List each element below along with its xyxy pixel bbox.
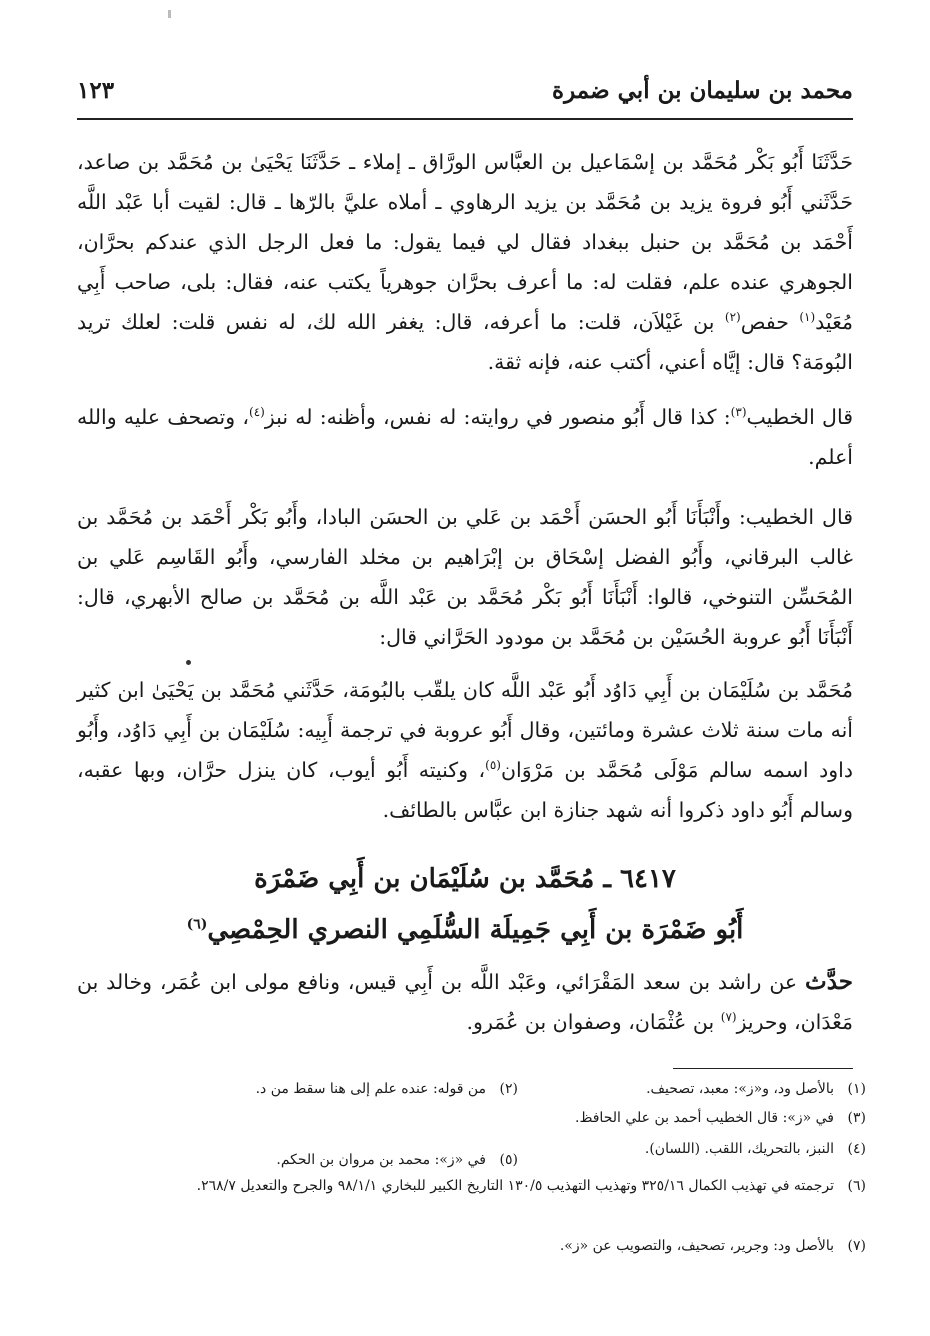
footnote-text: النبز، بالتحريك، اللقب. (اللسان). xyxy=(644,1141,834,1157)
entry-subheading xyxy=(77,915,853,945)
footnote-ref-1: (١) xyxy=(799,310,816,325)
page-header xyxy=(77,72,853,108)
footnote-text: من قوله: عنده علم إلى هنا سقط من د. xyxy=(255,1081,486,1097)
footnote-5 xyxy=(276,1150,518,1170)
header-rule xyxy=(77,118,853,120)
footnote-number: (٢) xyxy=(499,1081,518,1097)
footnote-number: (٥) xyxy=(499,1152,518,1168)
p2-text-c: ، وتصحف عليه والله أعلم. xyxy=(77,405,853,469)
footnote-1 xyxy=(646,1079,866,1099)
paragraph-3: قال الخطيب: وأَنْبَأَنَا أَبُو الحسَن أَحْمَد بن عَلي بن الحسَن البادا، وأَبُو بَكْر أَحْمَد بن مُحَمَّد بن غالب البرقاني، وأَبُو الفضل إسْحَاق بن إبْرَاهيم بن مخلد الفارسي، وأَبُو القَاسِم عَلي بن المُحَسِّن التنوخي، قالوا: أَنْبَأَنَا أَبُو بَكْر مُحَمَّد بن عَبْد اللَّه بن مُحَمَّد بن صالح الأبهري، قال: أَنْبَأَنَا أَبُو عروبة الحُسَيْن بن مُحَمَّد بن مودود الحَرَّاني قال: xyxy=(77,505,853,649)
footnote-number: (١) xyxy=(847,1081,866,1097)
footnote-number: (٣) xyxy=(847,1110,866,1126)
p2-text-a: قال الخطيب xyxy=(746,405,853,429)
subheading-text: أَبُو ضَمْرَة بن أَبِي جَمِيلَة السُّلَمِي النصري الحِمْصِي xyxy=(207,915,744,945)
paragraph-4 xyxy=(77,670,853,830)
page-number: ١٢٣ xyxy=(77,76,115,104)
entry-heading: ٦٤١٧ ـ مُحَمَّد بن سُلَيْمَان بن أَبِي ضَمْرَة xyxy=(254,864,676,894)
footnote-ref-7: (٧) xyxy=(720,1010,737,1025)
footnote-4 xyxy=(645,1139,866,1159)
footnote-text: في «ز»: قال الخطيب أحمد بن علي الحافظ. xyxy=(575,1110,834,1126)
footnote-text: بالأصل ود، و«ز»: معبد، تصحيف. xyxy=(646,1081,834,1097)
footnote-2 xyxy=(256,1079,518,1099)
footnote-rule xyxy=(673,1068,853,1069)
footnote-ref-6: (٦) xyxy=(186,916,208,933)
footnote-text: ترجمته في تهذيب الكمال ٣٢٥/١٦ وتهذيب التهذيب ١٣٠/٥ التاريخ الكبير للبخاري ٩٨/١/١ والجرح والتعديل ٢٦٨/٧. xyxy=(196,1178,834,1194)
footnote-ref-5: (٥) xyxy=(485,758,501,773)
p1-text-b: حفص xyxy=(740,310,800,334)
running-title: محمد بن سليمان بن أبي ضمرة xyxy=(552,76,853,104)
footnote-text: بالأصل ود: وجرير، تصحيف، والتصويب عن «ز». xyxy=(559,1238,834,1254)
p1-text-c: بن غَيْلاَن، قلت: ما أعرفه، قال: يغفر الله لك، له نفس قلت: لعلك تريد البُومَة؟ قال: إيَّاه أعني، أكتب عنه، فإنه ثقة. xyxy=(77,310,853,374)
footnote-6 xyxy=(60,1176,866,1196)
footnote-ref-2: (٢) xyxy=(724,310,741,325)
p1-text-a: حَدَّثَنَا أَبُو بَكْر مُحَمَّد بن إسْمَاعيل بن العبَّاس الورَّاق ـ إملاء ـ حَدَّثَنَا يَحْيَىٰ بن مُحَمَّد بن صاعد، حَدَّثَني أَبُو فروة يزيد بن مُحَمَّد بن يزيد الرهاوي ـ أملاه عليَّ بالرّها ـ قال: لقيت أبا عَبْد اللَّه أَحْمَد بن مُحَمَّد بن حنبل ببغداد فقال لي فيما يقول: ما فعل الرجل الذي عندكم بحرَّان، الجوهري عنده علم، فقلت له: ما أعرف بحرَّان جوهرياً يكتب عنه، فقال: بلى، صاحب أَبِي مُعَيْد xyxy=(77,150,853,334)
footnote-number: (٧) xyxy=(847,1238,866,1254)
footnote-3 xyxy=(575,1108,866,1128)
footnote-number: (٦) xyxy=(847,1178,866,1194)
footnote-number: (٤) xyxy=(847,1141,866,1157)
p5-lead-word: حدَّث xyxy=(805,968,853,995)
paragraph-1 xyxy=(77,142,853,382)
footnote-ref-3: (٣) xyxy=(730,405,747,420)
paragraph-5 xyxy=(77,962,853,1042)
p2-text-b: : كذا قال أَبُو منصور في روايته: له نفس، وأظنه: له نبز xyxy=(264,405,731,429)
p5-text-a: عن راشد بن سعد المَقْرَائي، وعَبْد اللَّه بن أَبِي قيس، ونافع مولى ابن عُمَر، وخالد بن مَعْدَان، وحريز xyxy=(77,970,853,1034)
p5-text-b: بن عُثْمَان، وصفوان بن عُمَرو. xyxy=(466,1010,721,1034)
p4-text-a: مُحَمَّد بن سُلَيْمَان بن أَبِي دَاوُد أَبُو عَبْد اللَّه كان يلقّب بالبُومَة، حَدَّثَني مُحَمَّد بن يَحْيَىٰ ابن كثير أنه مات سنة ثلاث عشرة ومائتين، وقال أَبُو عروبة في ترجمة أَبِيه: سُلَيْمَان بن أَبِي دَاوُد، وأَبُو داود اسمه سالم مَوْلَى مُحَمَّد بن مَرْوَان xyxy=(77,678,853,782)
scan-mark xyxy=(168,10,171,18)
footnote-ref-4: (٤) xyxy=(249,405,265,420)
footnote-text: في «ز»: محمد بن مروان بن الحكم. xyxy=(276,1152,486,1168)
ink-dot xyxy=(186,660,191,665)
p4-text-b: ، وكنيته أَبُو أيوب، كان ينزل حرَّان، وبها عقبه، وسالم أَبُو داود ذكروا أنه شهد جنازة ابن عبَّاس بالطائف. xyxy=(77,758,853,822)
footnote-7 xyxy=(560,1236,866,1256)
paragraph-2 xyxy=(77,397,853,477)
